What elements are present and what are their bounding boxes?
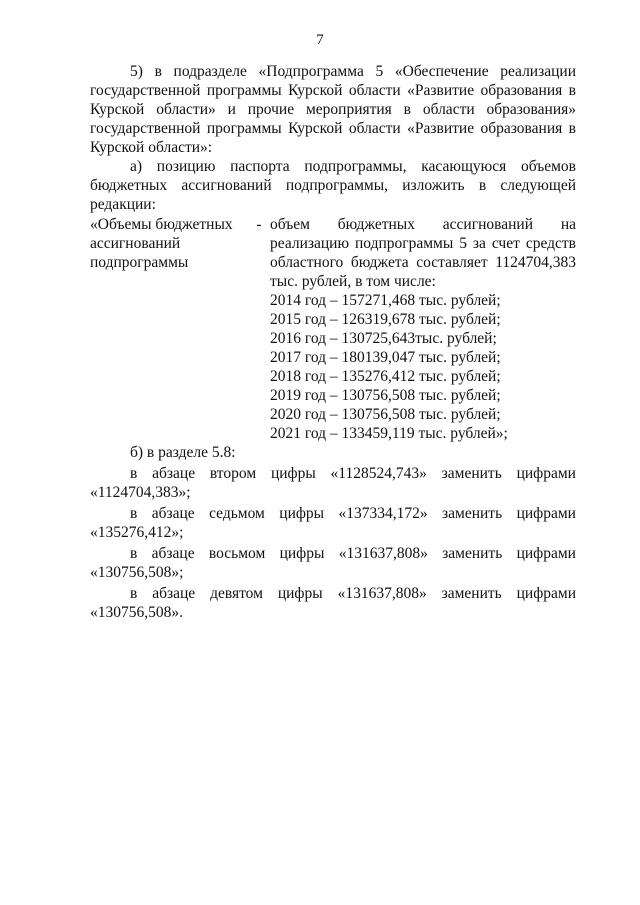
change-word: в xyxy=(130,545,138,562)
paragraph-item-a: а) позицию паспорта подпрограммы, касающуюся объемов бюджетных ассигнований подпрограммы, изложить в следующей редакции: xyxy=(90,158,576,213)
page-number: 7 xyxy=(316,32,324,48)
funding-year-item: 2019 год – 130756,508 тыс. рублей; xyxy=(270,387,501,404)
change-word: девятом xyxy=(210,585,263,602)
change-word: заменить xyxy=(441,585,502,602)
change-word: абзаце xyxy=(151,545,195,562)
change-word: абзаце xyxy=(152,465,196,482)
change-old-value: «1128524,743» xyxy=(330,465,427,482)
passport-position xyxy=(90,215,576,443)
change-item xyxy=(90,464,576,502)
passport-dash: - xyxy=(256,216,262,233)
change-word: цифры xyxy=(279,505,325,522)
change-word: заменить xyxy=(442,545,503,562)
change-line xyxy=(90,544,576,563)
change-word: заменить xyxy=(441,465,502,482)
change-word: цифрами xyxy=(516,545,576,562)
change-word: цифры xyxy=(270,465,316,482)
funding-year-item: 2017 год – 180139,047 тыс. рублей; xyxy=(270,349,501,366)
funding-year-item: 2018 год – 135276,412 тыс. рублей; xyxy=(270,368,501,385)
change-word: цифрами xyxy=(516,505,576,522)
change-word: в xyxy=(130,465,138,482)
change-line xyxy=(90,464,576,483)
change-word: цифры xyxy=(279,545,325,562)
passport-intro: объем бюджетных ассигнований на реализацию подпрограммы 5 за счет средств областного бюджета составляет 1124704,383 тыс. рублей, в том числе: xyxy=(270,216,576,290)
funding-by-year-list xyxy=(270,291,576,443)
change-new-value: «130756,508». xyxy=(90,604,183,621)
document-body xyxy=(90,62,576,622)
change-word: абзаце xyxy=(152,585,196,602)
change-word: втором xyxy=(209,465,257,482)
passport-position-title: «Объемы бюджетных ассигнований подпрограммы xyxy=(90,216,233,271)
change-word: цифрами xyxy=(516,585,576,602)
passport-position-value xyxy=(270,215,576,443)
change-old-value: «137334,172» xyxy=(338,505,428,522)
change-word: заменить xyxy=(442,505,503,522)
change-new-value: «1124704,383»; xyxy=(90,484,191,501)
change-word: седьмом xyxy=(209,505,265,522)
change-word: цифры xyxy=(277,585,323,602)
funding-year-item: 2016 год – 130725,643тыс. рублей; xyxy=(270,330,497,347)
funding-year-item: 2015 год – 126319,678 тыс. рублей; xyxy=(270,311,501,328)
change-word: в xyxy=(130,585,138,602)
change-item xyxy=(90,504,576,542)
section-b-heading: б) в разделе 5.8: xyxy=(130,444,236,461)
change-old-value: «131637,808» xyxy=(337,585,427,602)
funding-year-item: 2014 год – 157271,468 тыс. рублей; xyxy=(270,292,501,309)
change-word: восьмом xyxy=(208,545,266,562)
change-word: в xyxy=(130,505,138,522)
change-new-value: «130756,508»; xyxy=(90,564,184,581)
change-word: цифрами xyxy=(516,465,576,482)
funding-year-item: 2020 год – 130756,508 тыс. рублей; xyxy=(270,406,501,423)
funding-year-item: 2021 год – 133459,119 тыс. рублей»; xyxy=(270,425,508,442)
change-new-value: «135276,412»; xyxy=(90,524,184,541)
change-old-value: «131637,808» xyxy=(338,545,428,562)
change-line xyxy=(90,584,576,603)
change-item xyxy=(90,584,576,622)
paragraph-item-5: 5) в подразделе «Подпрограмма 5 «Обеспечение реализации государственной программы Курской области «Развитие образования в Курской области» и прочие мероприятия в области образования» государственной программы Курской области «Развитие образования в Курской области»: xyxy=(90,63,576,156)
change-line xyxy=(90,504,576,523)
change-item xyxy=(90,544,576,582)
change-word: абзаце xyxy=(151,505,195,522)
